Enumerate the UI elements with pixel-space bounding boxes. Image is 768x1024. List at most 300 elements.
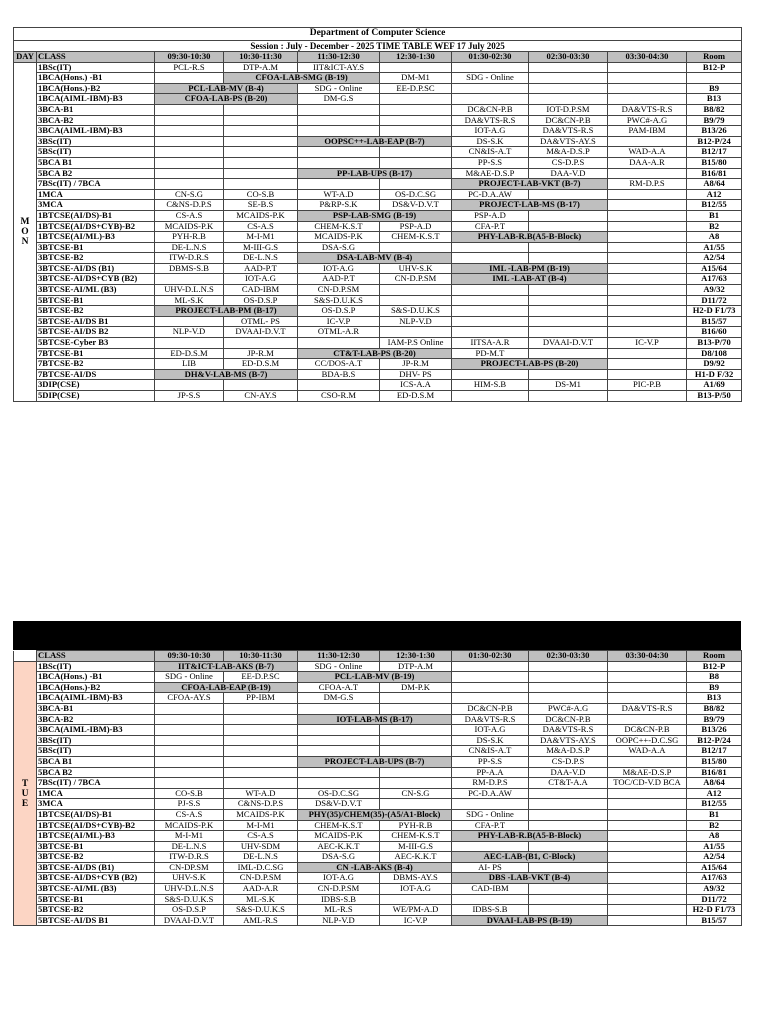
schedule-cell: DBMS-AY.S <box>380 873 452 884</box>
room-cell: B15/80 <box>687 756 742 767</box>
schedule-cell: DE-L.N.S <box>155 841 224 852</box>
room-cell: B12/55 <box>687 799 742 810</box>
room-cell: A8 <box>687 831 742 842</box>
room-cell: A15/64 <box>687 862 742 873</box>
table-row <box>14 852 742 863</box>
schedule-cell: CN-S.G <box>155 189 224 200</box>
table-row <box>14 809 742 820</box>
table-row <box>14 189 742 200</box>
class-name-cell: 3BSc(IT) <box>37 136 155 147</box>
schedule-cell: DVAAI-D.V.T <box>155 915 224 926</box>
tuesday-timetable <box>13 650 742 926</box>
col-header-slot-2: 10:30-11:30 <box>224 52 298 63</box>
room-cell: B8/82 <box>687 104 742 115</box>
table-row <box>14 285 742 296</box>
schedule-cell <box>452 94 529 105</box>
table-row <box>14 831 742 842</box>
lab-session-cell: PROJECT-LAB-PS (B-20) <box>452 359 608 370</box>
schedule-cell <box>608 852 687 863</box>
schedule-cell <box>224 778 298 789</box>
room-cell: A17/63 <box>687 274 742 285</box>
schedule-cell: DM-P.K <box>380 682 452 693</box>
schedule-cell: M-I-M1 <box>224 232 298 243</box>
schedule-cell: IML-D.C.SG <box>224 862 298 873</box>
schedule-cell <box>298 126 380 137</box>
schedule-cell: MCAIDS-P.K <box>224 809 298 820</box>
table-row <box>14 157 742 168</box>
schedule-cell <box>155 725 224 736</box>
schedule-cell <box>155 136 224 147</box>
room-cell: B12/17 <box>687 147 742 158</box>
schedule-cell: IOT-A.G <box>452 725 529 736</box>
schedule-cell: CO-S.B <box>224 189 298 200</box>
schedule-cell <box>452 295 529 306</box>
class-name-cell: 1BTCSE(AI/ML)-B3 <box>37 232 155 243</box>
schedule-cell: SDG - Online <box>298 661 380 672</box>
schedule-cell <box>529 73 608 84</box>
schedule-cell <box>529 242 608 253</box>
schedule-cell: IOT-A.G <box>298 263 380 274</box>
schedule-cell <box>452 672 529 683</box>
schedule-cell <box>380 126 452 137</box>
room-cell: B15/57 <box>687 915 742 926</box>
day-label <box>14 62 37 401</box>
day-letter: T <box>21 778 29 789</box>
schedule-cell: ITW-D.R.S <box>155 852 224 863</box>
class-name-cell: 7BTCSE-B1 <box>37 348 155 359</box>
table-row <box>14 672 742 683</box>
table-row <box>14 359 742 370</box>
schedule-cell <box>608 210 687 221</box>
room-cell: D9/92 <box>687 359 742 370</box>
table-row <box>14 799 742 810</box>
schedule-cell <box>224 338 298 349</box>
schedule-cell: DHV- PS <box>380 369 452 380</box>
schedule-cell: DA&VTS-R.S <box>529 725 608 736</box>
schedule-cell <box>224 157 298 168</box>
class-name-cell: 5BCA B2 <box>37 168 155 179</box>
lab-session-cell: IML -LAB-AT (B-4) <box>452 274 608 285</box>
col-header-slot-3: 11:30-12:30 <box>298 651 380 662</box>
schedule-cell <box>608 221 687 232</box>
schedule-cell: DA&VTS-R.S <box>608 104 687 115</box>
schedule-cell: S&S-D.U.K.S <box>224 905 298 916</box>
schedule-cell <box>608 62 687 73</box>
class-name-cell: 3BTCSE-AI/DS+CYB (B2) <box>37 274 155 285</box>
schedule-cell: CHEM-K.S.T <box>298 820 380 831</box>
class-name-cell: 5DIP(CSE) <box>37 391 155 402</box>
schedule-cell <box>608 841 687 852</box>
schedule-cell: DAA-V.D <box>529 168 608 179</box>
schedule-cell <box>452 327 529 338</box>
schedule-cell <box>529 221 608 232</box>
schedule-cell: UHV-S.K <box>380 263 452 274</box>
class-name-cell: 5BTCSE-B1 <box>37 894 155 905</box>
lab-session-cell: PCL-LAB-MV (B-19) <box>298 672 452 683</box>
schedule-cell: OTML- PS <box>224 316 298 327</box>
class-name-cell: 1BTCSE(AI/DS+CYB)-B2 <box>37 221 155 232</box>
table-row <box>14 788 742 799</box>
schedule-cell: OS-D.S.P <box>298 306 380 317</box>
schedule-cell: CS-A.S <box>155 210 224 221</box>
schedule-cell <box>529 253 608 264</box>
class-name-cell: 1BCA(AIML-IBM)-B3 <box>37 693 155 704</box>
schedule-cell: PYH-R.B <box>380 820 452 831</box>
schedule-cell <box>529 285 608 296</box>
schedule-cell: OS-D.C.SG <box>380 189 452 200</box>
room-cell: B2 <box>687 221 742 232</box>
schedule-cell: UHV-SDM <box>224 841 298 852</box>
schedule-cell <box>608 263 687 274</box>
schedule-cell: DAA-V.D <box>529 767 608 778</box>
schedule-cell <box>608 274 687 285</box>
schedule-cell: CS-A.S <box>224 221 298 232</box>
table-row <box>14 253 742 264</box>
schedule-cell: DS-S.K <box>452 735 529 746</box>
day-letter: N <box>21 236 29 247</box>
schedule-cell: WE/PM-A.D <box>380 905 452 916</box>
schedule-cell: DE-L.N.S <box>155 242 224 253</box>
lab-session-cell: OOPSC++-LAB-EAP (B-7) <box>298 136 452 147</box>
room-cell: B13-P/50 <box>687 391 742 402</box>
schedule-cell <box>380 799 452 810</box>
class-name-cell: 7BTCSE-B2 <box>37 359 155 370</box>
schedule-cell: UHV-D.L.N.S <box>155 884 224 895</box>
table-row <box>14 179 742 190</box>
lab-session-cell: DBS -LAB-VKT (B-4) <box>452 873 608 884</box>
schedule-cell: HIM-S.B <box>452 380 529 391</box>
schedule-cell: DS-M1 <box>529 380 608 391</box>
schedule-cell <box>529 62 608 73</box>
col-header-class: CLASS <box>37 651 155 662</box>
class-name-cell: 5BTCSE-B2 <box>37 306 155 317</box>
schedule-cell <box>224 147 298 158</box>
schedule-cell: CN-D.P.SM <box>298 884 380 895</box>
day-letter: M <box>20 216 30 227</box>
class-name-cell: 7BSc(IT) / 7BCA <box>37 179 155 190</box>
schedule-cell <box>452 682 529 693</box>
schedule-cell <box>380 703 452 714</box>
schedule-cell <box>608 682 687 693</box>
schedule-cell <box>452 285 529 296</box>
schedule-cell: IDBS-S.B <box>452 905 529 916</box>
table-row <box>14 232 742 243</box>
table-row <box>14 661 742 672</box>
schedule-cell <box>155 115 224 126</box>
schedule-cell: IDBS-S.B <box>298 894 380 905</box>
schedule-cell: SDG - Online <box>452 73 529 84</box>
day-label <box>14 661 37 926</box>
schedule-cell <box>608 831 687 842</box>
schedule-cell: DS-S.K <box>452 136 529 147</box>
room-cell: D8/108 <box>687 348 742 359</box>
class-name-cell: 3BCA-B1 <box>37 104 155 115</box>
schedule-cell: SE-B.S <box>224 200 298 211</box>
schedule-cell: IC-V.P <box>608 338 687 349</box>
table-row <box>14 391 742 402</box>
room-cell: B1 <box>687 210 742 221</box>
schedule-cell <box>452 841 529 852</box>
schedule-cell <box>608 189 687 200</box>
schedule-cell <box>155 126 224 137</box>
schedule-cell: AAD-P.T <box>224 263 298 274</box>
table-row <box>14 338 742 349</box>
lab-session-cell: IOT-LAB-MS (B-17) <box>298 714 452 725</box>
col-header-slot-7: 03:30-04:30 <box>608 651 687 662</box>
schedule-cell <box>155 735 224 746</box>
lab-session-cell: PROJECT-LAB-PM (B-17) <box>155 306 298 317</box>
schedule-cell: PJ-S.S <box>155 799 224 810</box>
schedule-cell: IOT-A.G <box>224 274 298 285</box>
class-name-cell: 3BTCSE-AI/DS (B1) <box>37 263 155 274</box>
schedule-cell <box>608 894 687 905</box>
table-row <box>14 348 742 359</box>
schedule-cell: CFOA-AY.S <box>155 693 224 704</box>
lab-session-cell: PROJECT-LAB-VKT (B-7) <box>452 179 608 190</box>
monday-timetable <box>13 27 742 402</box>
class-name-cell: 3BCA-B1 <box>37 703 155 714</box>
schedule-cell <box>452 62 529 73</box>
schedule-cell: UHV-S.K <box>155 873 224 884</box>
room-cell: B12-P <box>687 62 742 73</box>
class-name-cell: 3BCA(AIML-IBM)-B3 <box>37 725 155 736</box>
schedule-cell: AI- PS <box>452 862 529 873</box>
class-name-cell: 7BTCSE-AI/DS <box>37 369 155 380</box>
schedule-cell: CHEM-K.S.T <box>298 221 380 232</box>
schedule-cell <box>529 369 608 380</box>
schedule-cell <box>224 703 298 714</box>
schedule-cell <box>452 894 529 905</box>
room-cell: B9/79 <box>687 115 742 126</box>
schedule-cell: PP-A.A <box>452 767 529 778</box>
schedule-cell: PWC#-A.G <box>529 703 608 714</box>
schedule-cell <box>380 115 452 126</box>
schedule-cell: DM-G.S <box>298 693 380 704</box>
schedule-cell: IAM-P.S Online <box>380 338 452 349</box>
room-cell: A8 <box>687 232 742 243</box>
room-cell: B13 <box>687 693 742 704</box>
schedule-cell: CFOA-A.T <box>298 682 380 693</box>
schedule-cell <box>608 73 687 84</box>
schedule-cell: IITSA-A.R <box>452 338 529 349</box>
schedule-cell: WT-A.D <box>224 788 298 799</box>
schedule-cell <box>380 179 452 190</box>
schedule-cell: DE-L.N.S <box>224 253 298 264</box>
col-header-slot-2: 10:30-11:30 <box>224 651 298 662</box>
class-name-cell: 5BCA B2 <box>37 767 155 778</box>
day-letter: E <box>21 798 29 809</box>
room-cell: B16/60 <box>687 327 742 338</box>
room-cell: A2/54 <box>687 253 742 264</box>
schedule-cell: OTML-A.R <box>298 327 380 338</box>
schedule-cell: EE-D.P.SC <box>224 672 298 683</box>
schedule-cell: OS-D.S.P <box>224 295 298 306</box>
schedule-cell: PSP-A.D <box>380 221 452 232</box>
schedule-cell: DC&CN-P.B <box>452 104 529 115</box>
schedule-cell: IIT&ICT-AY.S <box>298 62 380 73</box>
schedule-cell: CS-A.S <box>155 809 224 820</box>
schedule-cell <box>608 94 687 105</box>
lab-session-cell: PHY-LAB-R.B(A5-B-Block) <box>452 232 608 243</box>
schedule-cell <box>529 295 608 306</box>
schedule-cell <box>380 894 452 905</box>
schedule-cell <box>529 809 608 820</box>
room-cell: A8/64 <box>687 179 742 190</box>
class-name-cell: 3BTCSE-B1 <box>37 242 155 253</box>
lab-session-cell: DVAAI-LAB-PS (B-19) <box>452 915 608 926</box>
class-name-cell: 5BTCSE-B2 <box>37 905 155 916</box>
table-row <box>14 756 742 767</box>
room-cell: H1-D F/32 <box>687 369 742 380</box>
schedule-cell: DM-M1 <box>380 73 452 84</box>
schedule-cell <box>608 884 687 895</box>
schedule-cell: DE-L.N.S <box>224 852 298 863</box>
schedule-cell <box>529 894 608 905</box>
schedule-cell: DC&CN-P.B <box>529 115 608 126</box>
room-cell: B12/55 <box>687 200 742 211</box>
schedule-cell: M-I-M1 <box>224 820 298 831</box>
schedule-cell: ED-D.S.M <box>224 359 298 370</box>
table-row <box>14 168 742 179</box>
schedule-cell: DA&VTS-R.S <box>608 703 687 714</box>
lab-session-cell: PHY-LAB-R.B(A5-B-Block) <box>452 831 608 842</box>
room-cell: A9/32 <box>687 884 742 895</box>
schedule-cell: CN&IS-A.T <box>452 147 529 158</box>
schedule-cell <box>155 316 224 327</box>
table-row <box>14 210 742 221</box>
schedule-cell: JP-R.M <box>224 348 298 359</box>
room-cell: A9/32 <box>687 285 742 296</box>
class-name-cell: 3BCA-B2 <box>37 714 155 725</box>
schedule-cell <box>529 83 608 94</box>
room-cell: B13/26 <box>687 725 742 736</box>
schedule-cell: OS-D.S.P <box>155 905 224 916</box>
schedule-cell <box>155 338 224 349</box>
table-row <box>14 746 742 757</box>
schedule-cell <box>155 104 224 115</box>
lab-session-cell: PROJECT-LAB-UPS (B-7) <box>298 756 452 767</box>
class-name-cell: 3BTCSE-B2 <box>37 852 155 863</box>
schedule-cell <box>155 147 224 158</box>
schedule-cell: IOT-D.P.SM <box>529 104 608 115</box>
table-row <box>14 703 742 714</box>
schedule-cell: CS-D.P.S <box>529 756 608 767</box>
schedule-cell: M-I-M1 <box>155 831 224 842</box>
schedule-cell <box>608 348 687 359</box>
col-header-slot-1: 09:30-10:30 <box>155 52 224 63</box>
room-cell: B16/81 <box>687 168 742 179</box>
schedule-cell: DC&CN-P.B <box>608 725 687 736</box>
schedule-cell: CN-S.G <box>380 788 452 799</box>
class-name-cell: 1BTCSE(AI/DS+CYB)-B2 <box>37 820 155 831</box>
schedule-cell <box>529 348 608 359</box>
room-cell: B15/80 <box>687 157 742 168</box>
table-row <box>14 915 742 926</box>
class-name-cell: 5BTCSE-Cyber B3 <box>37 338 155 349</box>
schedule-cell <box>155 73 224 84</box>
schedule-cell <box>298 746 380 757</box>
table-row <box>14 200 742 211</box>
schedule-cell: CT&T-A.A <box>529 778 608 789</box>
schedule-cell <box>380 295 452 306</box>
schedule-cell: PYH-R.B <box>155 232 224 243</box>
class-name-cell: 1BCA(Hons.)-B2 <box>37 83 155 94</box>
schedule-cell: LIB <box>155 359 224 370</box>
schedule-cell <box>298 767 380 778</box>
schedule-cell <box>608 136 687 147</box>
schedule-cell <box>452 83 529 94</box>
schedule-cell <box>687 73 742 84</box>
schedule-cell <box>529 391 608 402</box>
schedule-cell: ED-D.S.M <box>380 391 452 402</box>
schedule-cell: IC-V.P <box>380 915 452 926</box>
schedule-cell: CN-AY.S <box>224 391 298 402</box>
schedule-cell: ED-D.S.M <box>155 348 224 359</box>
lab-session-cell: PHY(35)/CHEM(35)-(A5/A1-Block) <box>298 809 452 820</box>
schedule-cell: CFA-P.T <box>452 221 529 232</box>
schedule-cell <box>224 168 298 179</box>
schedule-cell: IC-V.P <box>298 316 380 327</box>
schedule-cell <box>380 285 452 296</box>
schedule-cell <box>529 799 608 810</box>
col-header-day: DAY <box>14 52 37 63</box>
schedule-cell: ML-R.S <box>298 905 380 916</box>
class-name-cell: 3DIP(CSE) <box>37 380 155 391</box>
schedule-cell <box>380 62 452 73</box>
class-name-cell: 1MCA <box>37 788 155 799</box>
room-cell: A1/55 <box>687 841 742 852</box>
room-cell: B8 <box>687 672 742 683</box>
schedule-cell <box>608 862 687 873</box>
schedule-cell <box>608 672 687 683</box>
schedule-cell: M-III-G.S <box>224 242 298 253</box>
schedule-cell <box>298 115 380 126</box>
schedule-cell: DM-G.S <box>298 94 380 105</box>
schedule-cell <box>608 83 687 94</box>
class-name-cell: 1MCA <box>37 189 155 200</box>
schedule-cell <box>298 147 380 158</box>
schedule-cell <box>224 126 298 137</box>
schedule-cell <box>380 746 452 757</box>
schedule-cell <box>155 179 224 190</box>
class-name-cell: 3MCA <box>37 799 155 810</box>
schedule-cell: DTP-A.M <box>224 62 298 73</box>
schedule-cell <box>224 115 298 126</box>
schedule-cell: S&S-D.U.K.S <box>155 894 224 905</box>
table-row <box>14 380 742 391</box>
schedule-cell <box>608 242 687 253</box>
table-row <box>14 136 742 147</box>
room-cell: A2/54 <box>687 852 742 863</box>
schedule-cell <box>452 799 529 810</box>
schedule-cell <box>608 873 687 884</box>
schedule-cell <box>452 693 529 704</box>
room-cell: H2-D F1/73 <box>687 905 742 916</box>
section-divider-bar <box>13 621 741 650</box>
schedule-cell: AAD-A.R <box>224 884 298 895</box>
schedule-cell: PC-D.A.AW <box>452 788 529 799</box>
table-row <box>14 83 742 94</box>
schedule-cell <box>380 94 452 105</box>
schedule-cell: DAA-A.R <box>608 157 687 168</box>
schedule-cell <box>155 380 224 391</box>
room-cell: A15/64 <box>687 263 742 274</box>
lab-session-cell: CT&T-LAB-PS (B-20) <box>298 348 452 359</box>
schedule-cell <box>608 200 687 211</box>
table-row <box>14 221 742 232</box>
schedule-cell <box>452 253 529 264</box>
schedule-cell: NLP-V.D <box>380 316 452 327</box>
